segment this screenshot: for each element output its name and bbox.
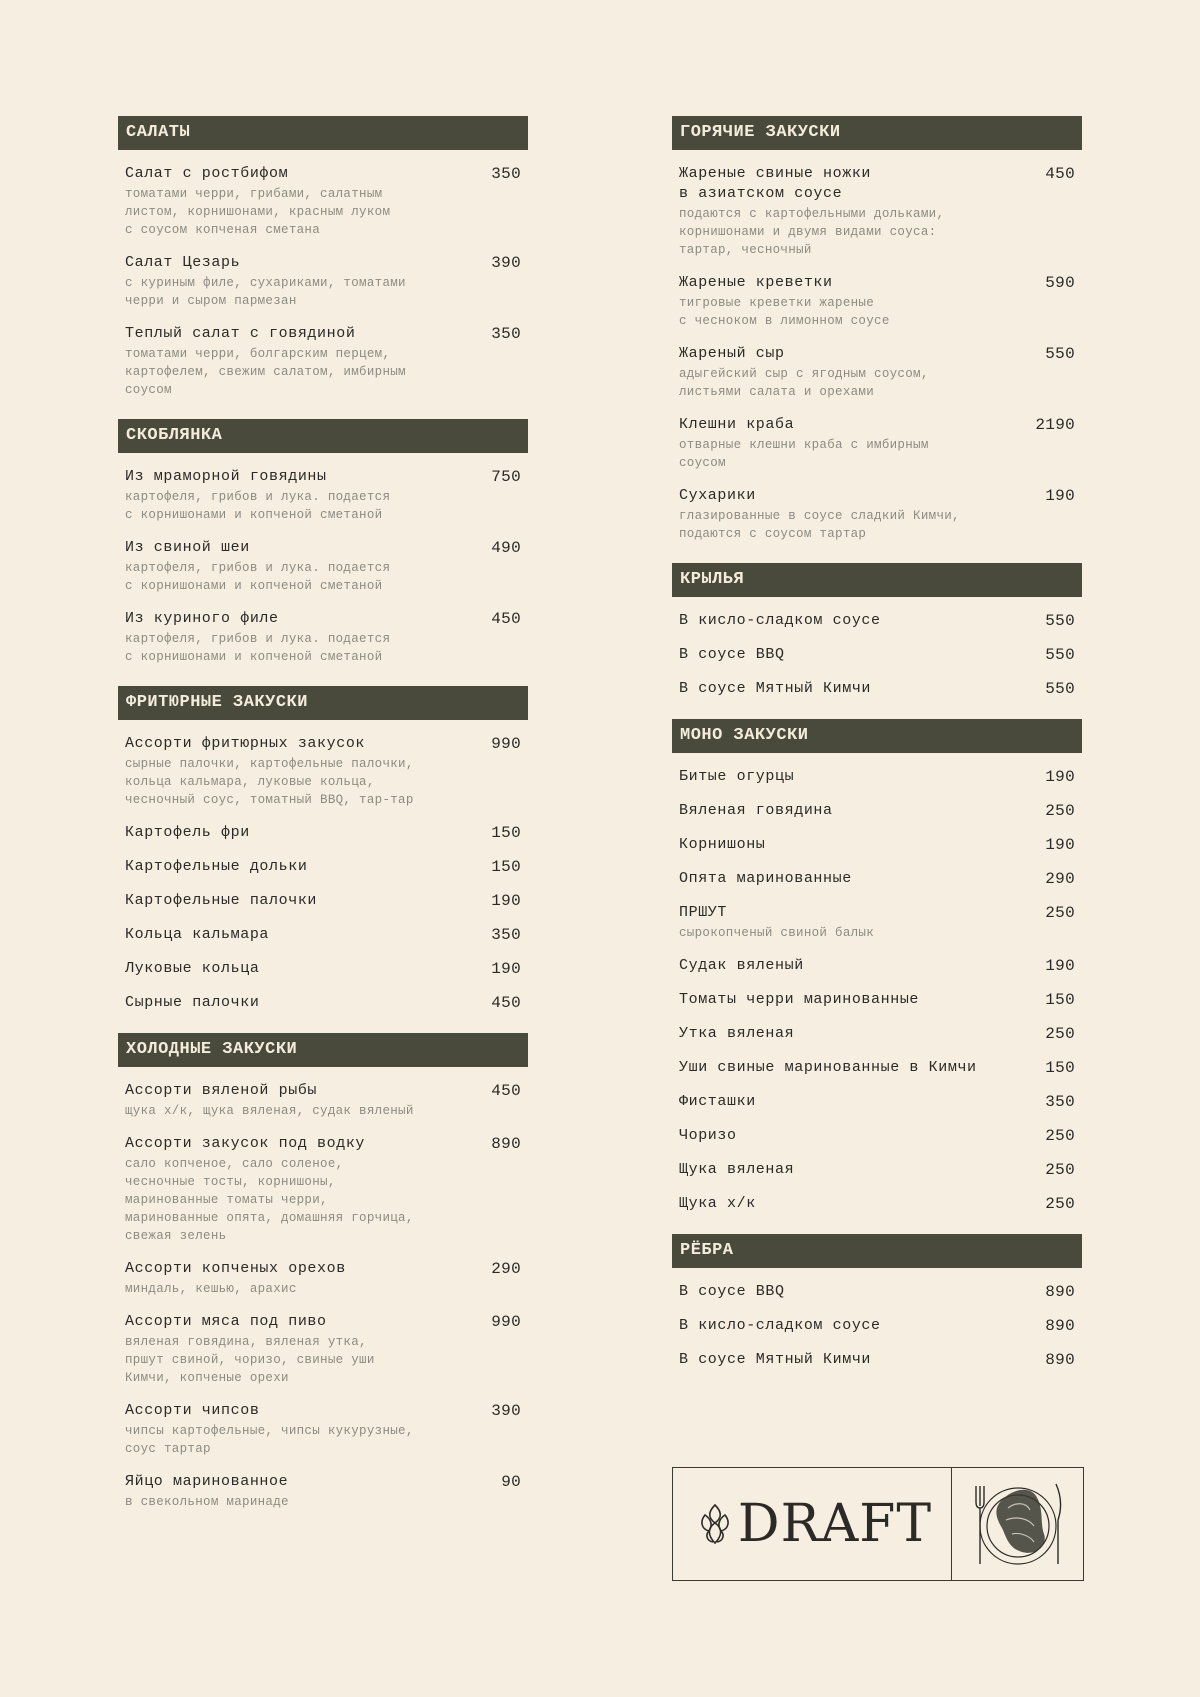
menu-item bbox=[118, 1401, 528, 1458]
item-price: 290 bbox=[491, 1260, 521, 1278]
item-name: В соусе BBQ bbox=[679, 1283, 785, 1300]
item-price: 390 bbox=[491, 1402, 521, 1420]
menu-item bbox=[672, 1058, 1082, 1078]
menu-item bbox=[118, 734, 528, 809]
menu-item bbox=[672, 1316, 1082, 1336]
item-price: 890 bbox=[491, 1135, 521, 1153]
item-description: сырокопченый свиной балык bbox=[679, 926, 875, 940]
section-title: САЛАТЫ bbox=[118, 116, 528, 150]
menu-column-right bbox=[672, 116, 1082, 1390]
item-price: 990 bbox=[491, 735, 521, 753]
item-price: 550 bbox=[1045, 680, 1075, 698]
section-title: ГОРЯЧИЕ ЗАКУСКИ bbox=[672, 116, 1082, 150]
menu-item bbox=[672, 956, 1082, 976]
menu-section bbox=[118, 686, 528, 1013]
item-price: 90 bbox=[501, 1473, 521, 1491]
item-price: 890 bbox=[1045, 1283, 1075, 1301]
item-price: 190 bbox=[491, 892, 521, 910]
item-price: 550 bbox=[1045, 345, 1075, 363]
menu-item bbox=[672, 1194, 1082, 1214]
item-description: сало копченое, сало соленое, чесночные тосты, корнишоны, маринованные томаты черри, маринованные опята, домашняя горчица, свежая зелень bbox=[125, 1157, 414, 1243]
section-title: МОНО ЗАКУСКИ bbox=[672, 719, 1082, 753]
item-price: 250 bbox=[1045, 1127, 1075, 1145]
item-name: Из куриного филе bbox=[125, 610, 279, 627]
item-name: Уши свиные маринованные в Кимчи bbox=[679, 1059, 977, 1076]
item-price: 490 bbox=[491, 539, 521, 557]
item-price: 150 bbox=[491, 858, 521, 876]
item-price: 250 bbox=[1045, 1195, 1075, 1213]
item-description: отварные клешни краба с имбирным соусом bbox=[679, 438, 929, 470]
logo-box bbox=[672, 1467, 1084, 1581]
menu-section bbox=[118, 116, 528, 399]
item-name: Фисташки bbox=[679, 1093, 756, 1110]
item-name: Салат с ростбифом bbox=[125, 165, 289, 182]
item-name: Корнишоны bbox=[679, 836, 766, 853]
menu-item bbox=[118, 1081, 528, 1120]
menu-item bbox=[118, 891, 528, 911]
menu-item bbox=[672, 835, 1082, 855]
item-description: томатами черри, грибами, салатным листом, корнишонами, красным луком с соусом копченая сметана bbox=[125, 187, 391, 237]
item-name: Ассорти копченых орехов bbox=[125, 1260, 346, 1277]
menu-item bbox=[118, 253, 528, 310]
item-name: Ассорти вяленой рыбы bbox=[125, 1082, 318, 1099]
item-name: В соусе Мятный Кимчи bbox=[679, 680, 872, 697]
item-price: 990 bbox=[491, 1313, 521, 1331]
item-description: томатами черри, болгарским перцем, картофелем, свежим салатом, имбирным соусом bbox=[125, 347, 406, 397]
menu-section bbox=[118, 1033, 528, 1511]
hop-cone-icon bbox=[692, 1501, 738, 1547]
item-price: 350 bbox=[491, 165, 521, 183]
item-name: Судак вяленый bbox=[679, 957, 804, 974]
item-name: Вяленая говядина bbox=[679, 802, 833, 819]
menu-section bbox=[672, 719, 1082, 1214]
item-name: Ассорти мяса под пиво bbox=[125, 1313, 327, 1330]
menu-item bbox=[672, 164, 1082, 259]
item-price: 590 bbox=[1045, 274, 1075, 292]
item-name: Теплый салат с говядиной bbox=[125, 325, 356, 342]
item-price: 350 bbox=[491, 926, 521, 944]
item-description: тигровые креветки жареные с чесноком в лимонном соусе bbox=[679, 296, 890, 328]
item-price: 250 bbox=[1045, 1161, 1075, 1179]
item-price: 350 bbox=[491, 325, 521, 343]
item-description: вяленая говядина, вяленая утка, пршут свиной, чоризо, свиные уши Кимчи, копченые орехи bbox=[125, 1335, 375, 1385]
item-price: 390 bbox=[491, 254, 521, 272]
item-price: 190 bbox=[1045, 836, 1075, 854]
menu-item bbox=[118, 609, 528, 666]
item-name: Ассорти чипсов bbox=[125, 1402, 260, 1419]
item-description: глазированные в соусе сладкий Кимчи, подаются с соусом тартар bbox=[679, 509, 960, 541]
brand-logo bbox=[673, 1468, 952, 1580]
item-description: сырные палочки, картофельные палочки, кольца кальмара, луковые кольца, чесночный соус, томатный BBQ, тар-тар bbox=[125, 757, 414, 807]
item-price: 290 bbox=[1045, 870, 1075, 888]
item-price: 750 bbox=[491, 468, 521, 486]
item-name: Битые огурцы bbox=[679, 768, 795, 785]
menu-item bbox=[672, 1092, 1082, 1112]
menu-item bbox=[118, 1134, 528, 1245]
menu-item bbox=[672, 1160, 1082, 1180]
menu-item bbox=[672, 1350, 1082, 1370]
menu-item bbox=[118, 925, 528, 945]
menu-item bbox=[118, 823, 528, 843]
item-name: Сухарики bbox=[679, 487, 756, 504]
item-price: 2190 bbox=[1035, 416, 1075, 434]
item-description: чипсы картофельные, чипсы кукурузные, соус тартар bbox=[125, 1424, 414, 1456]
item-description: картофеля, грибов и лука. подается с корнишонами и копченой сметаной bbox=[125, 632, 391, 664]
menu-item bbox=[118, 164, 528, 239]
section-title: ФРИТЮРНЫЕ ЗАКУСКИ bbox=[118, 686, 528, 720]
item-name: Из свиной шеи bbox=[125, 539, 250, 556]
item-name: ПРШУТ bbox=[679, 904, 728, 921]
menu-item bbox=[118, 1312, 528, 1387]
item-price: 350 bbox=[1045, 1093, 1075, 1111]
menu-item bbox=[118, 959, 528, 979]
plate-with-meat-illustration bbox=[952, 1468, 1083, 1580]
menu-item bbox=[672, 990, 1082, 1010]
item-price: 550 bbox=[1045, 646, 1075, 664]
menu-item bbox=[672, 415, 1082, 472]
item-price: 890 bbox=[1045, 1351, 1075, 1369]
section-title: СКОБЛЯНКА bbox=[118, 419, 528, 453]
item-price: 150 bbox=[1045, 1059, 1075, 1077]
item-name: Из мраморной говядины bbox=[125, 468, 327, 485]
item-price: 150 bbox=[491, 824, 521, 842]
item-name: Чоризо bbox=[679, 1127, 737, 1144]
item-name: Опята маринованные bbox=[679, 870, 852, 887]
item-price: 450 bbox=[491, 994, 521, 1012]
menu-item bbox=[672, 344, 1082, 401]
item-price: 190 bbox=[1045, 957, 1075, 975]
item-name: В кисло-сладком соусе bbox=[679, 612, 881, 629]
menu-item bbox=[672, 679, 1082, 699]
menu-item bbox=[118, 1259, 528, 1298]
item-name: Ассорти фритюрных закусок bbox=[125, 735, 366, 752]
item-price: 450 bbox=[491, 1082, 521, 1100]
item-name: Щука х/к bbox=[679, 1195, 756, 1212]
menu-item bbox=[118, 1472, 528, 1511]
menu-item bbox=[672, 801, 1082, 821]
menu-column-left bbox=[118, 116, 528, 1531]
menu-item bbox=[672, 869, 1082, 889]
item-price: 250 bbox=[1045, 1025, 1075, 1043]
menu-item bbox=[672, 1024, 1082, 1044]
item-price: 150 bbox=[1045, 991, 1075, 1009]
item-name: Томаты черри маринованные bbox=[679, 991, 920, 1008]
menu-section bbox=[672, 1234, 1082, 1370]
item-name: Картофель фри bbox=[125, 824, 250, 841]
item-price: 250 bbox=[1045, 904, 1075, 922]
item-name: Ассорти закусок под водку bbox=[125, 1135, 366, 1152]
item-name: Луковые кольца bbox=[125, 960, 260, 977]
item-price: 190 bbox=[1045, 487, 1075, 505]
menu-section bbox=[118, 419, 528, 666]
item-name: Яйцо маринованное bbox=[125, 1473, 289, 1490]
item-name: Клешни краба bbox=[679, 416, 795, 433]
section-title: КРЫЛЬЯ bbox=[672, 563, 1082, 597]
item-name: Кольца кальмара bbox=[125, 926, 270, 943]
menu-item bbox=[672, 486, 1082, 543]
item-name: Жареный сыр bbox=[679, 345, 785, 362]
section-title: ХОЛОДНЫЕ ЗАКУСКИ bbox=[118, 1033, 528, 1067]
menu-section bbox=[672, 563, 1082, 699]
item-price: 550 bbox=[1045, 612, 1075, 630]
item-price: 450 bbox=[1045, 165, 1075, 183]
section-title: РЁБРА bbox=[672, 1234, 1082, 1268]
menu-item bbox=[672, 767, 1082, 787]
item-description: подаются с картофельными дольками, корнишонами и двумя видами соуса: тартар, чесночный bbox=[679, 207, 945, 257]
menu-item bbox=[118, 538, 528, 595]
item-price: 450 bbox=[491, 610, 521, 628]
item-name: Картофельные палочки bbox=[125, 892, 318, 909]
menu-item bbox=[118, 467, 528, 524]
item-name: Щука вяленая bbox=[679, 1161, 795, 1178]
item-description: миндаль, кешью, арахис bbox=[125, 1282, 297, 1296]
menu-item bbox=[118, 993, 528, 1013]
item-name: В соусе Мятный Кимчи bbox=[679, 1351, 872, 1368]
item-description: щука х/к, щука вяленая, судак вяленый bbox=[125, 1104, 414, 1118]
menu-item bbox=[672, 273, 1082, 330]
item-price: 190 bbox=[1045, 768, 1075, 786]
menu-section bbox=[672, 116, 1082, 543]
menu-item bbox=[118, 324, 528, 399]
menu-item bbox=[118, 857, 528, 877]
item-description: адыгейский сыр с ягодным соусом, листьями салата и орехами bbox=[679, 367, 929, 399]
menu-item bbox=[672, 645, 1082, 665]
brand-wordmark: DRAFT bbox=[737, 1494, 933, 1554]
menu-item bbox=[672, 903, 1082, 942]
item-name: Утка вяленая bbox=[679, 1025, 795, 1042]
item-price: 250 bbox=[1045, 802, 1075, 820]
item-name: Салат Цезарь bbox=[125, 254, 241, 271]
menu-item bbox=[672, 611, 1082, 631]
menu-item bbox=[672, 1282, 1082, 1302]
item-description: в свекольном маринаде bbox=[125, 1495, 289, 1509]
item-price: 190 bbox=[491, 960, 521, 978]
item-name: Картофельные дольки bbox=[125, 858, 308, 875]
item-name: Сырные палочки bbox=[125, 994, 260, 1011]
item-description: с куриным филе, сухариками, томатами черри и сыром пармезан bbox=[125, 276, 406, 308]
item-name: В соусе BBQ bbox=[679, 646, 785, 663]
item-name: В кисло-сладком соусе bbox=[679, 1317, 881, 1334]
item-name: Жареные креветки bbox=[679, 274, 833, 291]
item-name: Жареные свиные ножки в азиатском соусе bbox=[679, 165, 872, 202]
item-price: 890 bbox=[1045, 1317, 1075, 1335]
item-description: картофеля, грибов и лука. подается с корнишонами и копченой сметаной bbox=[125, 490, 391, 522]
menu-item bbox=[672, 1126, 1082, 1146]
item-description: картофеля, грибов и лука. подается с корнишонами и копченой сметаной bbox=[125, 561, 391, 593]
